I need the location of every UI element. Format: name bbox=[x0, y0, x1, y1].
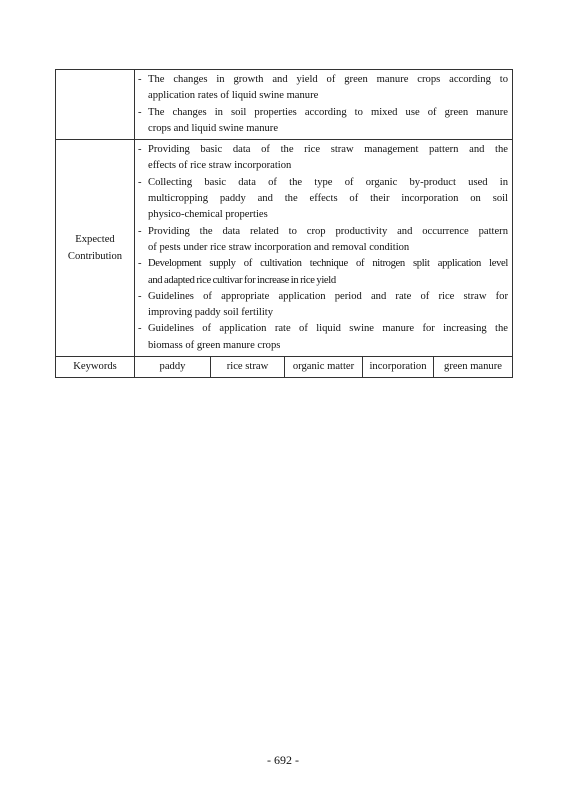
list-item-line: of pests under rice straw incorporation and removal condition bbox=[148, 241, 410, 253]
list-item-line: Guidelines of application rate of liquid swine manure for increasing the bbox=[148, 323, 508, 335]
list-item-line: Providing the data related to crop productivity and occurrence pattern bbox=[148, 225, 508, 237]
list-item-line: The changes in growth and yield of green manure crops according to bbox=[148, 74, 508, 85]
keyword-cell: incorporation bbox=[363, 357, 434, 378]
expected-contribution-label bbox=[56, 140, 135, 357]
list-item-line: The changes in soil properties according to mixed use of green manure bbox=[148, 106, 508, 118]
bullet-dash: - bbox=[138, 106, 142, 118]
list-item bbox=[138, 72, 508, 105]
bullet-dash: - bbox=[138, 290, 142, 302]
keyword-cell: rice straw bbox=[211, 357, 285, 378]
bullet-dash: - bbox=[138, 144, 142, 156]
continuation-content-cell bbox=[135, 70, 513, 140]
page-number: - 692 - bbox=[267, 753, 299, 767]
bullet-dash: - bbox=[138, 323, 142, 335]
list-item-line: application rates of liquid swine manure bbox=[148, 90, 319, 102]
list-item-line: and adapted rice cultivar for increase in rice yield bbox=[148, 274, 336, 286]
list-item bbox=[138, 289, 508, 322]
list-item-line: Guidelines of appropriate application period and rate of rice straw for bbox=[148, 290, 508, 302]
label-line: Contribution bbox=[67, 251, 123, 263]
list-item bbox=[138, 224, 508, 257]
list-item-line: biomass of green manure crops bbox=[148, 339, 281, 351]
list-item bbox=[138, 142, 508, 175]
continuation-label-cell bbox=[56, 70, 135, 140]
continuation-row bbox=[56, 70, 513, 140]
bullet-dash: - bbox=[138, 74, 142, 85]
list-item bbox=[138, 256, 508, 289]
keyword-cell: organic matter bbox=[285, 357, 363, 378]
list-item-line: Providing basic data of the rice straw management pattern and the bbox=[148, 144, 508, 156]
list-item-line: Development supply of cultivation technique of nitrogen split application level bbox=[148, 258, 508, 270]
keywords-row bbox=[56, 357, 513, 378]
list-item-line: effects of rice straw incorporation bbox=[148, 160, 292, 172]
list-item bbox=[138, 105, 508, 138]
list-item-line: crops and liquid swine manure bbox=[148, 122, 279, 134]
list-item-line: Collecting basic data of the type of organic by-product used in bbox=[148, 176, 508, 188]
keyword-cell: green manure bbox=[434, 357, 513, 378]
bullet-dash: - bbox=[138, 225, 142, 237]
expected-contribution-content bbox=[135, 140, 513, 357]
keywords-label: Keywords bbox=[56, 357, 135, 378]
expected-contribution-row bbox=[56, 140, 513, 357]
label-line: Expected bbox=[75, 234, 115, 246]
list-item bbox=[138, 321, 508, 354]
project-summary-table bbox=[55, 69, 513, 378]
list-item-line: multicropping paddy and the effects of their incorporation on soil bbox=[148, 193, 508, 205]
list-item-line: physico-chemical properties bbox=[148, 209, 268, 221]
list-item bbox=[138, 175, 508, 224]
list-item-line: improving paddy soil fertility bbox=[148, 307, 274, 319]
keyword-cell: paddy bbox=[135, 357, 211, 378]
bullet-dash: - bbox=[138, 258, 142, 270]
bullet-dash: - bbox=[138, 176, 142, 188]
